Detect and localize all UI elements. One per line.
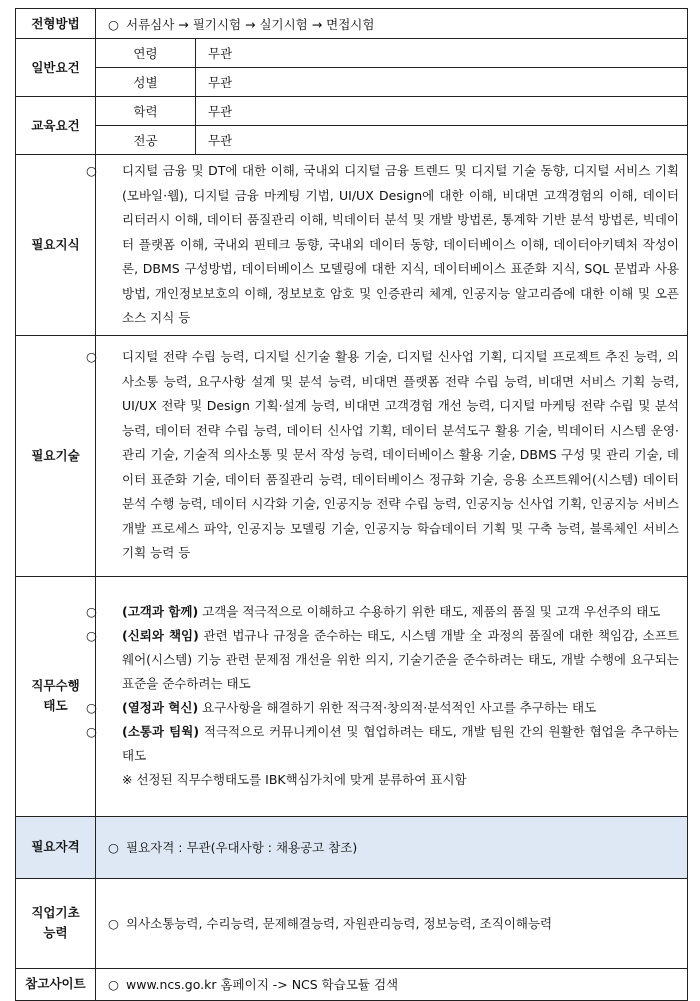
label-education-requirements: 교육요건 — [16, 97, 96, 155]
attitude-text: 요구사항을 해결하기 위한 적극적·창의적·분석적인 사고를 추구하는 태도 — [202, 700, 597, 715]
attitude-item — [86, 624, 680, 696]
row-selection-process — [16, 9, 688, 39]
circle-bullet: ○ — [108, 916, 119, 931]
education-major-name: 전공 — [96, 126, 196, 155]
attitude-title: (고객과 함께) — [122, 604, 199, 619]
attitude-item — [86, 696, 679, 720]
label-selection-process: 전형방법 — [16, 9, 96, 39]
general-age-value: 무관 — [196, 39, 688, 68]
row-job-attitude — [16, 576, 688, 816]
skills-paragraph — [86, 345, 679, 566]
attitude-item — [86, 720, 679, 768]
row-required-qualification — [16, 816, 688, 878]
attitude-title: (소통과 팀웍) — [122, 724, 200, 739]
knowledge-paragraph — [86, 159, 679, 331]
row-education-major — [16, 126, 688, 155]
value-required-skills — [86, 335, 688, 576]
selection-process-text: 서류심사 → 필기시험 → 실기시험 → 면접시험 — [126, 16, 375, 32]
row-education-degree — [16, 97, 688, 126]
basic-competency-text: 의사소통능력, 수리능력, 문제해결능력, 자원관리능력, 정보능력, 조직이해능력 — [126, 916, 553, 931]
reference-site-text: www.ncs.go.kr 홈페이지 -> NCS 학습모듈 검색 — [126, 977, 399, 992]
row-required-knowledge — [16, 155, 688, 336]
label-required-knowledge: 필요지식 — [16, 155, 96, 336]
circle-bullet: ○ — [108, 840, 119, 855]
circle-bullet: ○ — [86, 700, 97, 715]
label-general-requirements: 일반요건 — [16, 39, 96, 97]
circle-bullet: ○ — [108, 977, 119, 992]
attitude-note: ※ 선정된 직무수행태도를 IBK핵심가치에 맞게 분류하여 표시함 — [122, 772, 467, 787]
attitude-title: (신뢰와 책임) — [122, 628, 199, 643]
general-gender-name: 성별 — [96, 68, 196, 97]
circle-bullet: ○ — [86, 628, 97, 643]
job-description-table — [15, 8, 688, 1001]
row-general-age — [16, 39, 688, 68]
knowledge-text: 디지털 금융 및 DT에 대한 이해, 국내외 디지털 금융 트렌드 및 디지털 기술 동향, 디지털 서비스 기획(모바일·웹), 디지털 금융 마케팅 기법, UI/UX Design에 대한 이해, 비대면 고객경험의 이해, 데이터 리터러시 이해, 데이터 품질관리 이해, 빅데이터 분석 및 개발 방법론, 통계학 기반 분석 방법론, 빅데이터 플랫폼 이해, 국내외 핀테크 동향, 국내외 데이터 동향, 데이터베이스 이해, 데이터아키텍처 작성이론, DBMS 구성방법, 데이터베이스 모델링에 대한 지식, 데이터베이스 표준화 지식, SQL 문법과 사용방법, 개인정보보호의 이해, 정보보호 암호 및 인증관리 체계, 인공지능 알고리즘에 대한 이해 및 오픈소스 지식 등 — [122, 163, 679, 325]
value-basic-competency — [96, 878, 688, 968]
label-basic-competency — [16, 878, 96, 968]
circle-bullet: ○ — [86, 604, 97, 619]
value-required-knowledge — [86, 155, 688, 336]
general-age-name: 연령 — [96, 39, 196, 68]
label-reference-site: 참고사이트 — [16, 968, 96, 1000]
row-general-gender — [16, 68, 688, 97]
row-required-skills — [16, 335, 688, 576]
circle-bullet: ○ — [86, 724, 97, 739]
row-reference-site — [16, 968, 688, 1000]
attitude-item — [86, 600, 679, 624]
education-degree-name: 학력 — [96, 97, 196, 126]
circle-bullet: ○ — [86, 349, 97, 365]
basic-competency-label-line2: 능력 — [43, 925, 68, 940]
attitude-text: 고객을 적극적으로 이해하고 수용하기 위한 태도, 제품의 품질 및 고객 우선주의 태도 — [202, 604, 661, 619]
value-required-qualification — [96, 816, 688, 878]
label-required-qualification: 필요자격 — [16, 816, 96, 878]
attitude-title: (열정과 혁신) — [122, 700, 199, 715]
qualification-text: 필요자격 : 무관(우대사항 : 채용공고 참조) — [126, 840, 358, 855]
education-major-value: 무관 — [196, 126, 688, 155]
job-attitude-label-line1: 직무수행 — [31, 678, 80, 693]
basic-competency-label-line1: 직업기초 — [31, 905, 80, 920]
attitude-text: 관련 법규나 규정을 준수하는 태도, 시스템 개발 全 과정의 품질에 대한 책임감, 소프트웨어(시스템) 기능 관련 문제점 개선을 위한 의지, 기술기준을 준수하려는 태도, 개발 수행에 요구되는 표준을 준수하려는 태도 — [122, 628, 680, 691]
skills-text: 디지털 전략 수립 능력, 디지털 신기술 활용 기술, 디지털 신사업 기획, 디지털 프로젝트 추진 능력, 의사소통 능력, 요구사항 설계 및 분석 능력, 비대면 플랫폼 전략 수립 능력, 비대면 서비스 기획 능력, UI/UX 전략 및 Design 기획·설계 능력, 비대면 고객경험 개선 능력, 디지털 마케팅 전략 수립 및 분석 능력, 데이터 전략 수립 능력, 데이터 신사업 기획, 데이터 분석도구 활용 기술, 빅데이터 시스템 운영·관리 기술, 기술적 의사소통 및 문서 작성 능력, 데이터베이스 활용 기술, DBMS 구성 및 관리 기술, 데이터 표준화 기술, 데이터 품질관리 능력, 데이터베이스 정규화 기술, 응용 소프트웨어(시스템) 데이터 분석 수행 능력, 데이터 시각화 기술, 인공지능 전략 수립 능력, 인공지능 신사업 기획, 인공지능 서비스 개발 프로세스 파악, 인공지능 모델링 기술, 인공지능 학습데이터 기획 및 구축 능력, 블록체인 서비스 기획 능력 등 — [122, 349, 679, 561]
job-attitude-label-line2: 태도 — [43, 698, 68, 713]
label-required-skills: 필요기술 — [16, 335, 96, 576]
attitude-text: 적극적으로 커뮤니케이션 및 협업하려는 태도, 개발 팀원 간의 원활한 협업을 추구하는 태도 — [122, 724, 679, 763]
education-degree-value: 무관 — [196, 97, 688, 126]
label-job-attitude — [16, 576, 96, 816]
circle-bullet: ○ — [86, 163, 97, 178]
row-basic-competency — [16, 878, 688, 968]
circle-bullet: ○ — [108, 16, 119, 32]
value-reference-site — [96, 968, 688, 1000]
general-gender-value: 무관 — [196, 68, 688, 97]
value-selection-process — [96, 9, 688, 39]
value-job-attitude — [86, 576, 688, 816]
